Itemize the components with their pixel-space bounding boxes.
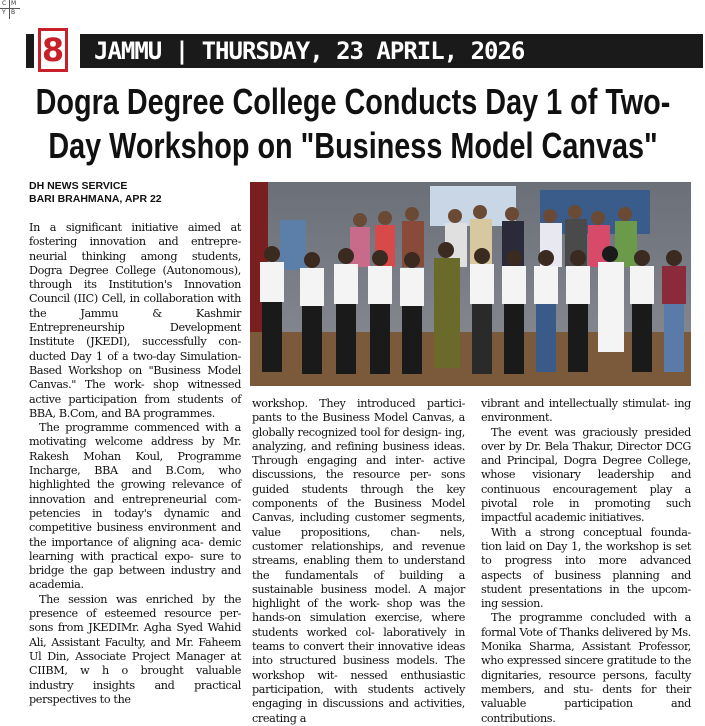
col3-paragraph-2: The event was graciously presided over by Dr. Bela Thakur, Director DCG and Principal, Dogra Degree College, whose visionary leadership and continuous encouragement play a pivotal role in promoting such impactful academic initiatives.	[481, 425, 691, 525]
reg-divider-h	[0, 8, 20, 9]
reg-divider-v	[9, 0, 10, 19]
group-photo	[250, 182, 691, 386]
headline: Dogra Degree College Conducts Day 1 of Two-Day Workshop on "Business Model Canvas"	[35, 81, 671, 166]
page-header-band	[26, 28, 703, 72]
reg-c: C	[2, 0, 7, 7]
byline-place-date: BARI BRAHMANA, APR 22	[29, 193, 162, 205]
header-stub	[26, 34, 34, 68]
article-column-1	[29, 221, 241, 707]
col3-paragraph-1: vibrant and intellectually stimulat- ing environment.	[481, 397, 691, 425]
dateline: JAMMU | THURSDAY, 23 APRIL, 2026	[80, 34, 703, 68]
col1-paragraph-3: The session was enriched by the presence of esteemed resource per- sons from JKEDIMr. Agha Syed Wahid Ali, Assistant Faculty, and Mr. Faheem Ul Din, Associate Project Manager at CIIBM, w h o brought valuable industry insights and practical perspectives to the	[29, 592, 241, 706]
col1-paragraph-2: The programme commenced with a motivating welcome address by Mr. Rakesh Mohan Koul, Programme Incharge, BBA and B.Com, who highlighted the growing relevance of innovation and entrepreneurial com- petencies in today's dynamic and competitive business environment and the importance of aligning aca- demic learning with practical expo- sure to bridge the gap between industry and academia.	[29, 421, 241, 592]
reg-m: M	[11, 0, 17, 7]
byline	[29, 180, 162, 206]
group-photo-image	[250, 182, 691, 386]
reg-b: B	[11, 9, 16, 16]
col3-paragraph-3: With a strong conceptual founda- tion laid on Day 1, the workshop is set to progress into more advanced aspects of business planning and student presentations in the upcom- ing session.	[481, 525, 691, 611]
col1-paragraph-1: In a significant initiative aimed at fostering innovation and entrepre- neurial thinking among students, Dogra Degree College (Autonomous), through its Institution's Innovation Council (IIC) Cell, in collaboration with the Jammu & Kashmir Entrepreneurship Development Institute (JKEDI), successfully con- ducted Day 1 of a two-day Simulation-Based Workshop on "Business Model Canvas." The work- shop witnessed active participation from students of BBA, B.Com, and BA programmes.	[29, 221, 241, 420]
page-number: 8	[38, 28, 68, 72]
article-column-2	[252, 397, 465, 726]
headline-container	[0, 80, 705, 176]
registration-marks	[0, 0, 22, 20]
byline-service: DH NEWS SERVICE	[29, 180, 128, 192]
col2-paragraph-1: workshop. They introduced partici- pants to the Business Model Canvas, a globally recognized tool for design- ing, analyzing, and refining business ideas. Through engaging and inter- active discussions, the resource per- sons guided students through the key components of the Business Model Canvas, including customer segments, value propositions, chan- nels, customer relationships, and revenue streams, enabling them to understand the fundamentals of building a sustainable business model. A major highlight of the work- shop was the hands-on simulation exercise, where students worked col- laboratively in teams to convert their innovative ideas into structured business models. The workshop wit- nessed enthusiastic participation, with students actively engaging in discussions and activities, creating a	[252, 397, 465, 725]
col3-paragraph-4: The programme concluded with a formal Vote of Thanks delivered by Ms. Monika Sharma, Assistant Professor, who expressed sincere gratitude to the dignitaries, resource persons, faculty members, and stu- dents for their valuable participation and contributions.	[481, 611, 691, 725]
article-column-3	[481, 397, 691, 726]
reg-y: Y	[2, 9, 6, 16]
